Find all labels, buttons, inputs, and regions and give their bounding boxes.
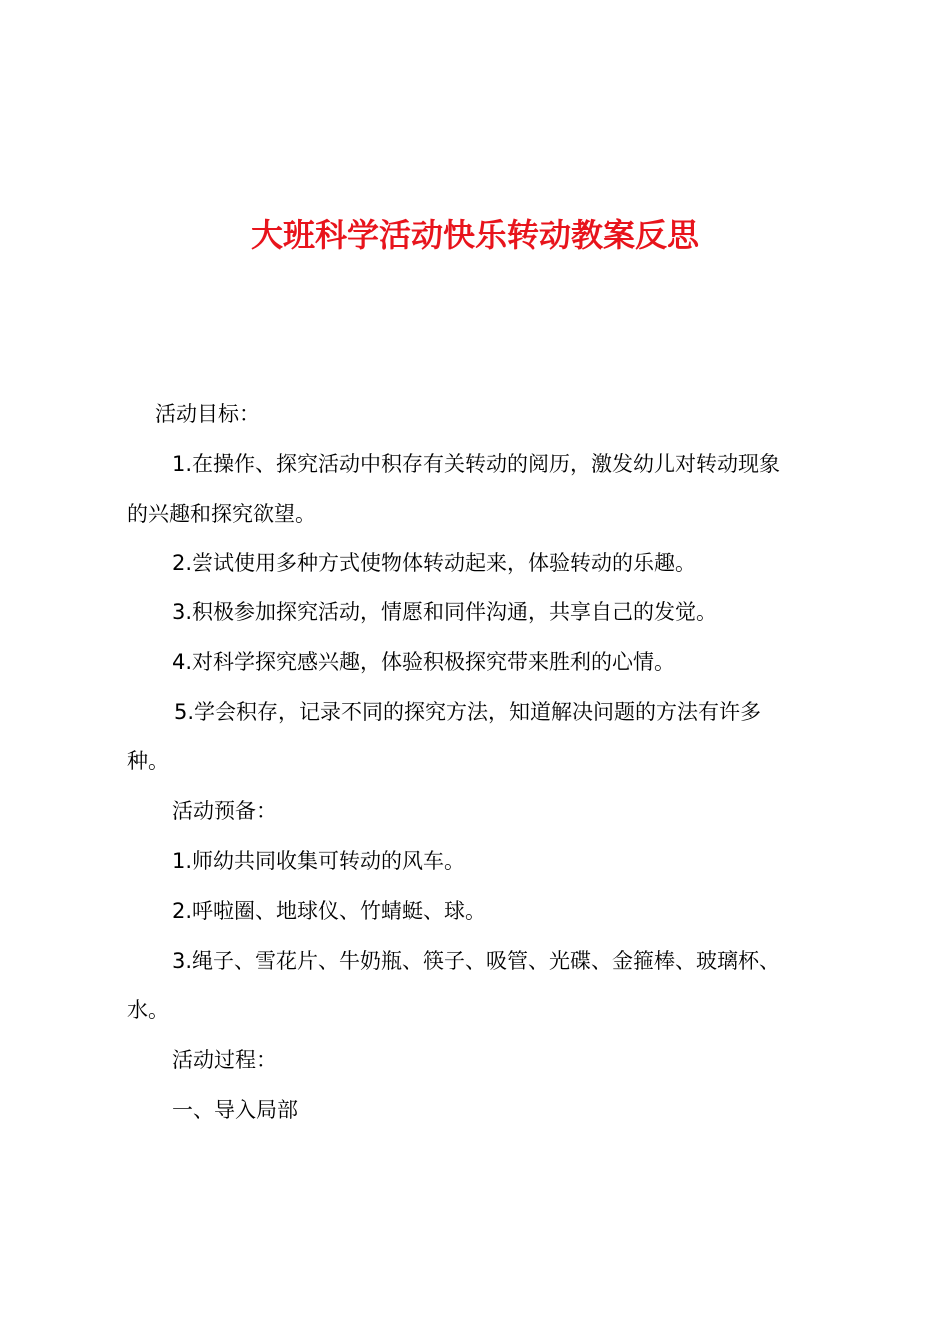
section-heading-preparation: 活动预备： bbox=[172, 799, 277, 823]
section-heading-process: 活动过程： bbox=[172, 1048, 277, 1072]
document-title: 大班科学活动快乐转动教案反思 bbox=[250, 216, 699, 254]
goal-item-2: 2.尝试使用多种方式使物体转动起来，体验转动的乐趣。 bbox=[172, 551, 697, 575]
preparation-item-3: 3.绳子、雪花片、牛奶瓶、筷子、吸管、光碟、金箍棒、玻璃杯、 bbox=[172, 949, 781, 973]
process-part-1-heading: 一、导入局部 bbox=[172, 1098, 298, 1122]
goal-item-4: 4.对科学探究感兴趣，体验积极探究带来胜利的心情。 bbox=[172, 650, 676, 674]
goal-item-5-continued: 种。 bbox=[127, 749, 169, 773]
preparation-item-2: 2.呼啦圈、地球仪、竹蜻蜓、球。 bbox=[172, 899, 487, 923]
goal-item-5: 5.学会积存，记录不同的探究方法，知道解决问题的方法有许多 bbox=[174, 700, 762, 724]
preparation-item-1: 1.师幼共同收集可转动的风车。 bbox=[172, 849, 466, 873]
goal-item-1-continued: 的兴趣和探究欲望。 bbox=[127, 502, 316, 526]
section-heading-goals: 活动目标： bbox=[155, 402, 260, 426]
preparation-item-3-continued: 水。 bbox=[127, 998, 169, 1022]
goal-item-1: 1.在操作、探究活动中积存有关转动的阅历，激发幼儿对转动现象 bbox=[172, 452, 781, 476]
goal-item-3: 3.积极参加探究活动，情愿和同伴沟通，共享自己的发觉。 bbox=[172, 600, 718, 624]
